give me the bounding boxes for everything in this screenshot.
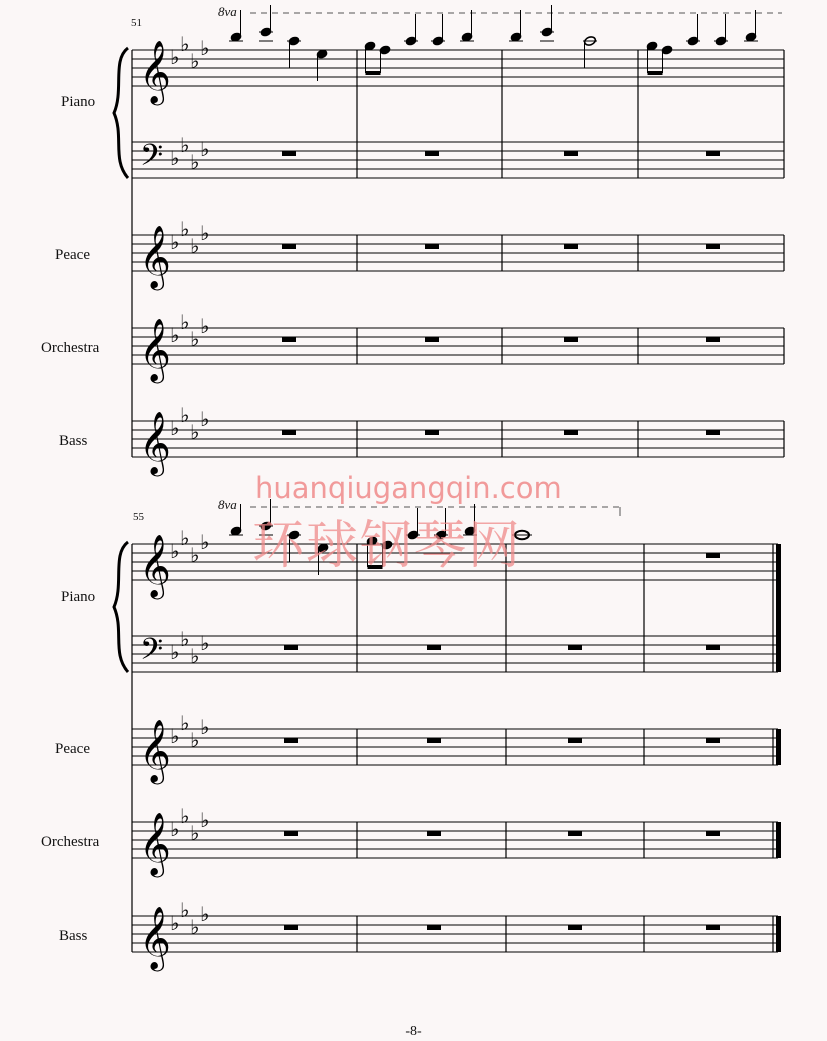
bass-clef-icon: 𝄢 <box>140 633 164 674</box>
svg-text:♭: ♭ <box>170 146 180 170</box>
svg-text:♭: ♭ <box>170 817 180 841</box>
barlines <box>357 544 644 952</box>
svg-text:♭: ♭ <box>170 45 180 69</box>
treble-clef-icon: 𝄞 <box>139 534 171 597</box>
svg-text:♭: ♭ <box>170 539 180 563</box>
staff-bass <box>132 421 784 457</box>
svg-text:♭: ♭ <box>180 217 190 241</box>
final-barlines <box>773 544 781 952</box>
staff-piano-lh <box>132 142 784 178</box>
svg-text:♭: ♭ <box>190 543 200 567</box>
svg-text:♭: ♭ <box>200 137 210 161</box>
svg-text:♭: ♭ <box>190 420 200 444</box>
measure-number: 51 <box>131 17 142 29</box>
svg-text:♭: ♭ <box>170 323 180 347</box>
svg-text:♭: ♭ <box>200 530 210 554</box>
svg-text:♭: ♭ <box>170 911 180 935</box>
svg-text:♭: ♭ <box>190 915 200 939</box>
staff-piano-rh <box>132 50 784 86</box>
instrument-label-piano: Piano <box>61 589 96 605</box>
svg-text:♭: ♭ <box>200 314 210 338</box>
svg-text:♭: ♭ <box>190 728 200 752</box>
system-1 <box>41 4 784 477</box>
svg-text:♭: ♭ <box>190 49 200 73</box>
svg-text:♭: ♭ <box>170 724 180 748</box>
treble-clef-icon: 𝄞 <box>139 906 171 969</box>
staff-peace <box>132 729 778 765</box>
piano-brace <box>114 48 128 178</box>
staff-orchestra <box>132 822 778 858</box>
svg-text:♭: ♭ <box>200 631 210 655</box>
treble-clef-icon: 𝄞 <box>139 40 171 103</box>
piano-brace <box>114 542 128 672</box>
svg-text:♭: ♭ <box>200 407 210 431</box>
bass-clef-icon: 𝄢 <box>140 139 164 180</box>
treble-clef-icon: 𝄞 <box>139 411 171 474</box>
ottava-label: 8va <box>218 4 237 19</box>
svg-text:♭: ♭ <box>180 804 190 828</box>
svg-text:♭: ♭ <box>180 627 190 651</box>
svg-text:♭: ♭ <box>200 36 210 60</box>
instrument-label-peace: Peace <box>55 247 90 263</box>
staff-orchestra <box>132 328 784 364</box>
svg-text:♭: ♭ <box>190 234 200 258</box>
svg-text:♭: ♭ <box>170 640 180 664</box>
key-signature-flats <box>170 32 209 444</box>
svg-text:♭: ♭ <box>190 150 200 174</box>
instrument-label-peace: Peace <box>55 741 90 757</box>
svg-text:♭: ♭ <box>200 221 210 245</box>
svg-text:♭: ♭ <box>170 230 180 254</box>
instrument-label-orchestra: Orchestra <box>41 834 100 850</box>
svg-text:♭: ♭ <box>200 715 210 739</box>
svg-text:♭: ♭ <box>180 711 190 735</box>
staff-bass <box>132 916 778 952</box>
treble-clef-icon: 𝄞 <box>139 318 171 381</box>
key-signature-flats <box>170 526 209 939</box>
watermark-name: 环球钢琴网 <box>252 516 523 576</box>
treble-clef-icon: 𝄞 <box>139 225 171 288</box>
instrument-label-bass: Bass <box>59 928 88 944</box>
svg-text:♭: ♭ <box>200 808 210 832</box>
watermark-url: huanqiugangqin.com <box>255 471 562 505</box>
page-number: -8- <box>405 1024 422 1039</box>
svg-text:♭: ♭ <box>180 898 190 922</box>
staff-peace <box>132 235 784 271</box>
staff-piano-lh <box>132 636 778 672</box>
ottava-label: 8va <box>218 497 237 512</box>
whole-rests <box>282 151 720 435</box>
svg-text:♭: ♭ <box>180 526 190 550</box>
instrument-label-orchestra: Orchestra <box>41 340 100 356</box>
whole-rests <box>284 553 720 930</box>
measure-number: 55 <box>133 511 144 523</box>
svg-text:♭: ♭ <box>180 133 190 157</box>
svg-text:♭: ♭ <box>190 821 200 845</box>
treble-clef-icon: 𝄞 <box>139 812 171 875</box>
piano-right-hand-notes <box>229 5 758 81</box>
instrument-label-bass: Bass <box>59 433 88 449</box>
svg-text:♭: ♭ <box>180 403 190 427</box>
watermark <box>252 471 562 576</box>
svg-text:♭: ♭ <box>190 327 200 351</box>
svg-text:♭: ♭ <box>180 310 190 334</box>
svg-text:♭: ♭ <box>180 32 190 56</box>
svg-text:♭: ♭ <box>200 902 210 926</box>
svg-text:♭: ♭ <box>190 644 200 668</box>
treble-clef-icon: 𝄞 <box>139 719 171 782</box>
svg-text:♭: ♭ <box>170 416 180 440</box>
instrument-label-piano: Piano <box>61 94 96 110</box>
